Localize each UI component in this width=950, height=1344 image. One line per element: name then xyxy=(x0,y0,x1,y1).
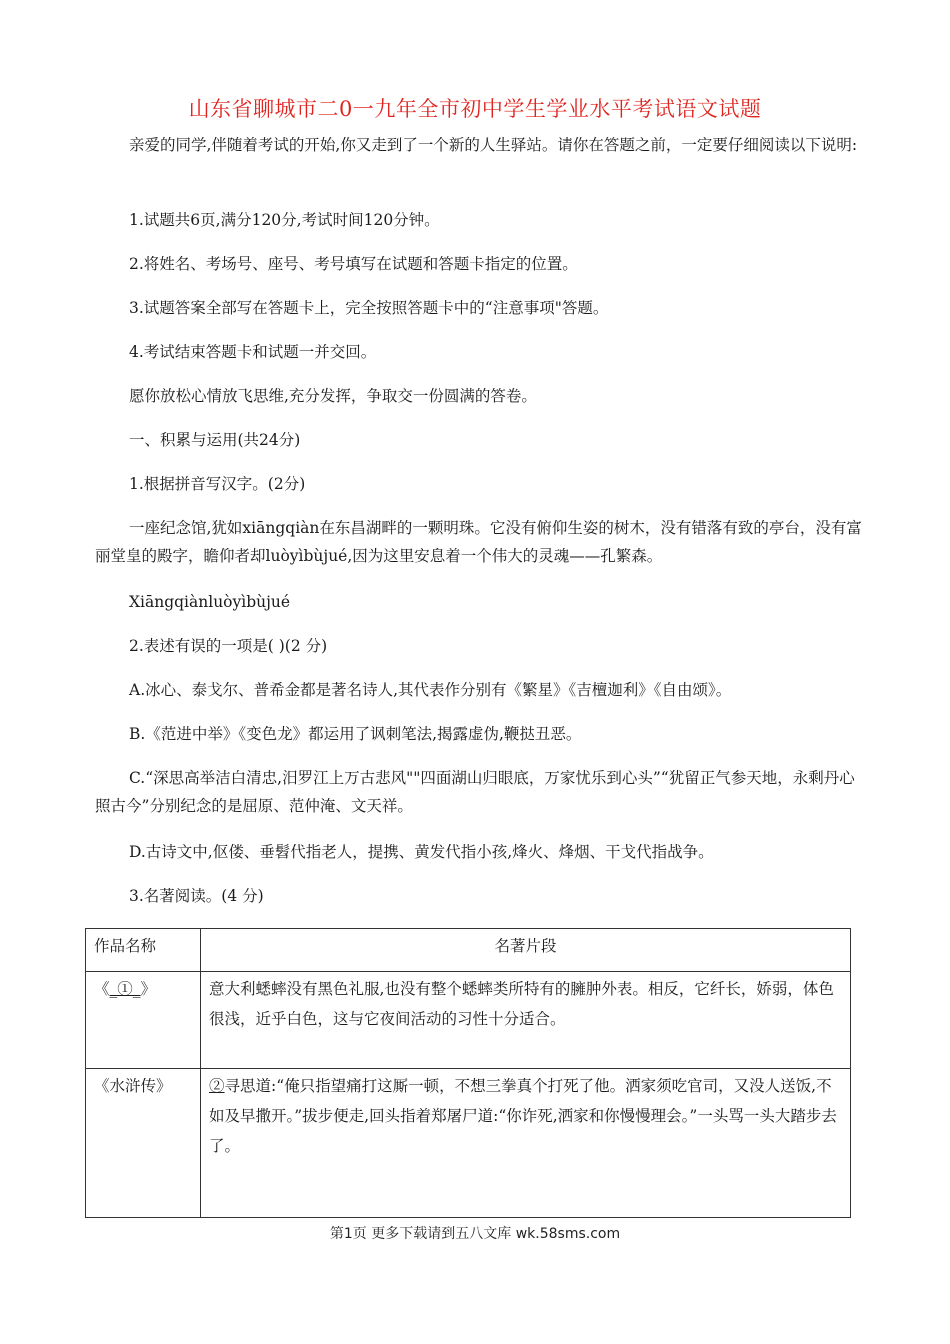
table-row xyxy=(86,1069,851,1218)
instruction-1: 1.试题共6页,满分120分,考试时间120分钟。 xyxy=(129,211,440,229)
question-2-option-d: D.古诗文中,伛偻、垂髫代指老人，提携、黄发代指小孩,烽火、烽烟、干戈代指战争。 xyxy=(129,843,714,861)
works-table xyxy=(85,928,851,1218)
table-header-row xyxy=(86,929,851,972)
instruction-3: 3.试题答案全部写在答题卡上，完全按照答题卡中的“注意事项"答题。 xyxy=(129,299,609,317)
page-footer: 第1页 更多下载请到五八文库 wk.58sms.com xyxy=(329,1226,621,1242)
work-name-cell: 《水浒传》 xyxy=(86,1069,201,1218)
table-header-work: 作品名称 xyxy=(86,929,201,972)
question-1-passage: 一座纪念馆,犹如xiāngqiàn在东昌湖畔的一颗明珠。它没有俯仰生姿的树木，没有错落有致的亭台，没有富丽堂皇的殿字，瞻仰者却luòyìbùjué,因为这里安息着一个伟大的灵魂——孔繁森。 xyxy=(95,519,862,565)
question-2-option-c: C.“深思高举洁白清忠,汨罗江上万古悲风""四面湖山归眼底，万家忧乐到心头”“犹留正气参天地，永剩丹心照古今”分别纪念的是屈原、范仲淹、文天祥。 xyxy=(95,769,855,815)
exam-title: 山东省聊城市二0一九年全市初中学生学业水平考试语文试题 xyxy=(188,97,762,121)
question-1-pinyin: Xiāngqiànluòyìbùjué xyxy=(129,593,291,611)
wish-text: 愿你放松心情放飞思维,充分发挥，争取交一份圆满的答卷。 xyxy=(129,387,537,405)
question-2-stem: 2.表述有误的一项是( )(2 分) xyxy=(129,637,328,655)
work-name-cell xyxy=(86,972,201,1069)
excerpt-cell xyxy=(201,1069,851,1218)
intro-paragraph: 亲爱的同学,伴随着考试的开始,你又走到了一个新的人生驿站。请你在答题之前，一定要仔细阅读以下说明: xyxy=(129,136,858,154)
question-2-option-b: B.《范进中举》《变色龙》都运用了讽刺笔法,揭露虚伪,鞭挞丑恶。 xyxy=(129,725,582,743)
question-2-option-a: A.冰心、泰戈尔、普希金都是著名诗人,其代表作分别有《繁星》《吉檀迦利》《自由颂》。 xyxy=(129,681,732,699)
work-blank-1: _①_ xyxy=(109,980,141,998)
work-bracket-close: 》 xyxy=(140,980,157,998)
instruction-2: 2.将姓名、考场号、座号、考号填写在试题和答题卡指定的位置。 xyxy=(129,255,578,273)
work-bracket-open: 《 xyxy=(94,980,110,998)
table-row xyxy=(86,972,851,1069)
table-header-excerpt: 名著片段 xyxy=(201,929,851,972)
instruction-4: 4.考试结束答题卡和试题一并交回。 xyxy=(129,343,377,361)
section-heading: 一、积累与运用(共24分) xyxy=(129,431,301,449)
blank-marker-2: ② xyxy=(209,1077,225,1095)
question-1-stem: 1.根据拼音写汉字。(2分) xyxy=(129,475,306,493)
excerpt-text: 寻思道:“俺只指望痛打这厮一顿，不想三拳真个打死了他。洒家须吃官司，又没人送饭,不如及早撒开。”拔步便走,回头指着郑屠尸道:“你诈死,洒家和你慢慢理会。”一头骂一头大踏步去了。 xyxy=(209,1077,837,1155)
excerpt-cell: 意大利蟋蟀没有黑色礼服,也没有整个蟋蟀类所特有的臃肿外表。相反，它纤长，娇弱，体色很浅，近乎白色，这与它夜间活动的习性十分适合。 xyxy=(201,972,851,1069)
question-3-stem: 3.名著阅读。(4 分) xyxy=(129,887,264,905)
